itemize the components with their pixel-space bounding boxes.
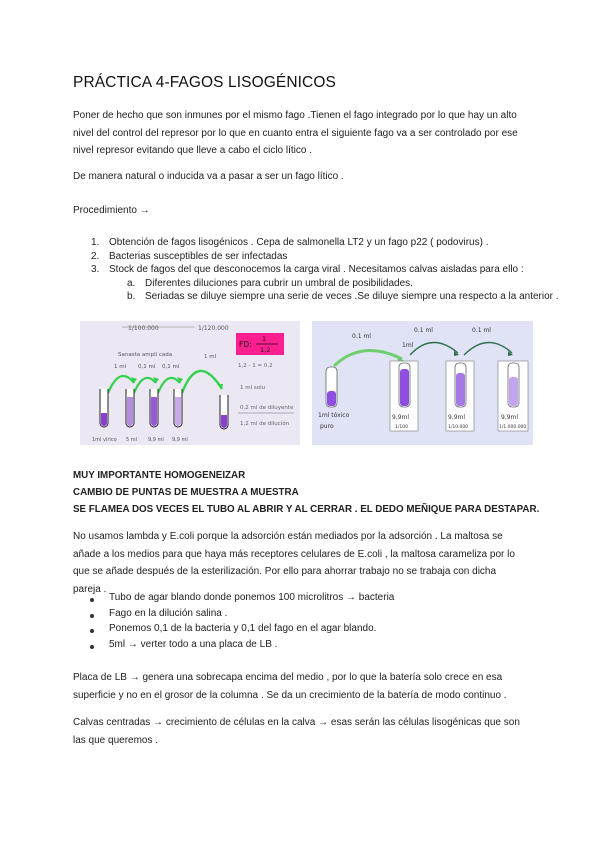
test-tube [220, 395, 228, 429]
bold-note-1: MUY IMPORTANTE HOMOGENEIZAR [73, 470, 246, 481]
test-tube [126, 389, 134, 427]
dilution-label: 1/1.000.000 [499, 425, 527, 430]
bullet-icon [90, 614, 94, 618]
fig2-transfer-3: 0.1 ml [472, 327, 491, 334]
transfer-arrow [410, 342, 458, 355]
list-item: Tubo de agar blando donde ponemos 100 microlitros → bacteria [73, 592, 533, 608]
fig1-bottom-4: 9,9 ml [172, 437, 188, 443]
fig1-bottom-1: 1ml vírico [92, 437, 117, 443]
fig2-transfer-1: 0.1 ml [352, 333, 371, 340]
fig1-vol-2: 0,1 ml [138, 364, 156, 370]
test-tube [174, 389, 182, 427]
list-item: 5ml → verter todo a una placa de LB . [73, 639, 533, 655]
bullet-list [73, 592, 533, 654]
fig1-top-right: 1/120.000 [198, 325, 229, 332]
test-tube [100, 389, 108, 427]
transfer-arrow [464, 342, 512, 355]
fig1-vol-4: 1 ml [204, 354, 217, 360]
bold-note-3: SE FLAMEA DOS VECES EL TUBO AL ABRIR Y AL CERRAR . EL DEDO MEÑIQUE PARA DESTAPAR. [73, 504, 540, 515]
fig1-top-left: 1/100.000 [128, 325, 159, 332]
transfer-arrow [182, 371, 222, 393]
fd-denominator: 1,2 [260, 346, 271, 354]
dilution-tube [446, 361, 474, 431]
list-item: 3. Stock de fagos del que desconocemos la carga viral . Necesitamos calvas aisladas para ello : [91, 264, 524, 275]
procedure-list [73, 236, 559, 304]
list-item: 1. Obtención de fagos lisogénicos . Cepa de salmonella LT2 y un fago p22 ( podovirus) . [91, 237, 489, 248]
fig1-bottom-3: 9,9 ml [148, 437, 164, 443]
sub-list-item: a. Diferentes diluciones para cubrir un umbral de posibilidades. [127, 277, 413, 289]
list-item: 2. Bacterias susceptibles de ser infectadas [91, 250, 288, 262]
dilution-label: 1/10.000 [448, 425, 469, 430]
procedure-heading: Procedimiento → [73, 205, 150, 216]
fig2-first-label: 1ml tóxico [318, 412, 350, 419]
fig2-first-label-2: puro [320, 423, 334, 430]
lb-plate-paragraph: Placa de LB → genera una sobrecapa encima del medio , por lo que la batería solo crece en esa superficie y no en el grosor de la columna . Se da un crecimiento de la batería de modo continuo . [73, 672, 507, 701]
bullet-icon [90, 645, 94, 649]
calvas-paragraph: Calvas centradas → crecimiento de células en la calva → esas serán las células lisogénicas que son las que queremos . [73, 717, 520, 746]
bold-note-2: CAMBIO DE PUNTAS DE MUESTRA A MUESTRA [73, 487, 299, 498]
fig1-saline-1: 1 ml solu [240, 385, 266, 391]
fig1-caption: Sanasta ampli cada [118, 352, 173, 358]
dilution-tube [390, 361, 418, 431]
serial-dilution-figure [312, 321, 533, 445]
bullet-icon [90, 629, 94, 633]
fig1-calc: 1,2 - 1 = 0,2 [238, 363, 273, 369]
list-item: Ponemos 0,1 de la bacteria y 0,1 del fago en el agar blando. [73, 623, 533, 639]
fig1-bottom-2: 5 ml [126, 437, 138, 443]
intro-paragraph: Poner de hecho que son inmunes por el mismo fago .Tienen el fago integrado por lo que hay un alto nivel del control del represor por lo que en cuanto entra el siguiente fago va a ser controlado por ese nivel represor evitando que lleve a cabo el ciclo lítico . [73, 110, 518, 156]
lambda-paragraph: No usamos lambda y E.coli porque la adsorción están mediados por la adsorción . La maltosa se añade a los medios para que haya más receptores celulares de E.coli , la maltosa carameliza por lo que se añade después de la esterilización. Por ello para ahorrar trabajo no se trabaja con dicha pareja . [73, 531, 515, 595]
bullet-icon [90, 598, 94, 602]
fd-label: FD: [239, 340, 252, 349]
dilution-label: 1/100 [395, 425, 408, 430]
svg-text:9,9ml: 9,9ml [392, 414, 410, 421]
natural-paragraph: De manera natural o inducida va a pasar a ser un fago lítico . [73, 171, 344, 182]
fig2-transfer-1b: 1ml [402, 342, 414, 349]
fig1-saline-3: 1,2 ml de dilución [240, 421, 290, 427]
fig1-vol-1: 1 ml [114, 364, 127, 370]
svg-text:9,9ml: 9,9ml [501, 414, 519, 421]
dilution-sketch-figure [80, 321, 300, 445]
fd-numerator: 1 [262, 335, 267, 343]
sub-list-item: b. Seriadas se diluye siempre una serie de veces .Se diluye siempre una respecto a la anterior . [127, 291, 559, 302]
stock-tube [326, 367, 337, 407]
fig1-saline-2: 0,2 ml de diluyente [240, 405, 294, 411]
list-item: Fago en la dilución salina . [73, 608, 533, 624]
test-tube [150, 389, 158, 427]
dilution-tube [498, 361, 528, 431]
fig2-transfer-2: 0.1 ml [414, 327, 433, 334]
svg-text:9,9ml: 9,9ml [448, 414, 466, 421]
fig1-vol-3: 0,1 ml [162, 364, 180, 370]
page-title: PRÁCTICA 4-FAGOS LISOGÉNICOS [73, 74, 336, 91]
